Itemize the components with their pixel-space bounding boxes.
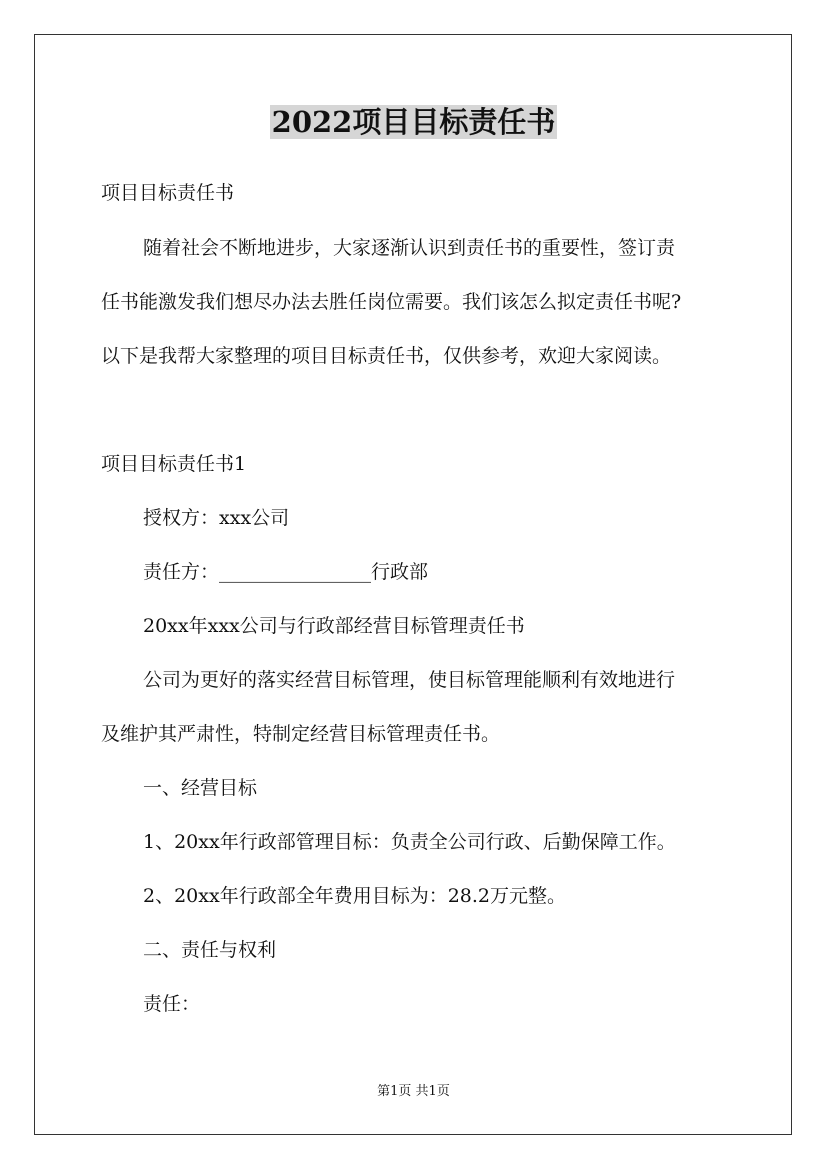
page-footer: 第1页 共1页 <box>377 1084 450 1099</box>
authorizer-line: 授权方：xxx公司 <box>143 507 290 529</box>
subsection-heading: 二、责任与权利 <box>143 939 277 961</box>
document-title <box>0 102 827 142</box>
responsibility-label: 责任： <box>143 993 201 1015</box>
agreement-title-line: 20xx年xxx公司与行政部经营目标管理责任书 <box>143 615 525 637</box>
paragraph-line: 任书能激发我们想尽办法去胜任岗位需要。我们该怎么拟定责任书呢? <box>101 291 682 313</box>
paragraph-line: 随着社会不断地进步，大家逐渐认识到责任书的重要性，签订责 <box>143 237 676 259</box>
document-title-text: 2022项目目标责任书 <box>271 105 556 139</box>
list-item: 1、20xx年行政部管理目标：负责全公司行政、后勤保障工作。 <box>143 831 676 853</box>
subsection-heading: 一、经营目标 <box>143 777 258 799</box>
intro-heading: 项目目标责任书 <box>101 182 235 204</box>
list-item: 2、20xx年行政部全年费用目标为：28.2万元整。 <box>143 885 567 907</box>
paragraph-line: 公司为更好的落实经营目标管理，使目标管理能顺利有效地进行 <box>143 669 676 691</box>
section-heading: 项目目标责任书1 <box>101 453 247 475</box>
responsible-party-line: 责任方：________________行政部 <box>143 561 429 583</box>
paragraph-line: 以下是我帮大家整理的项目目标责任书，仅供参考，欢迎大家阅读。 <box>101 345 672 367</box>
paragraph-line: 及维护其严肃性，特制定经营目标管理责任书。 <box>101 723 501 745</box>
